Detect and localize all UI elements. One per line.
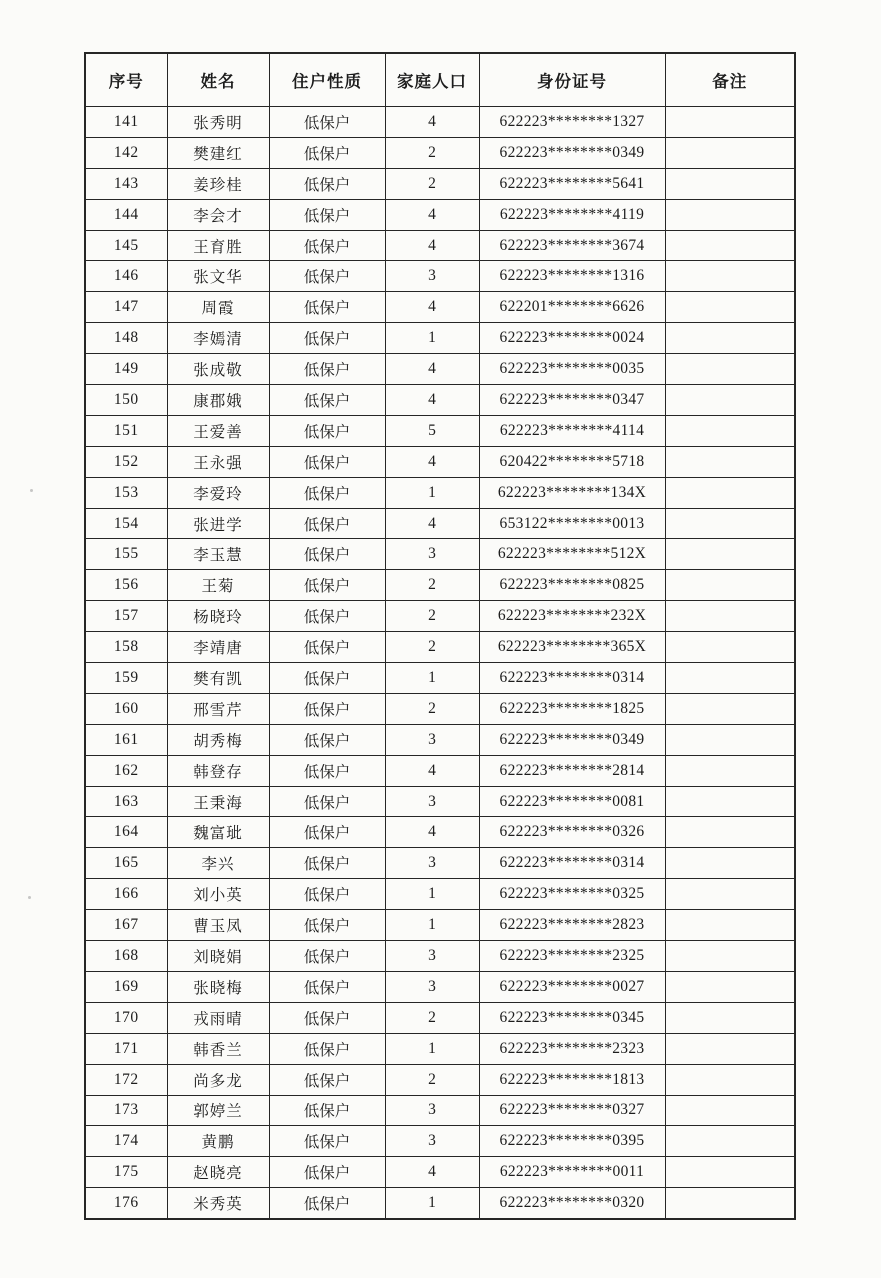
cell-id-number: 622223********1316 [479, 261, 665, 292]
cell-id-number: 622223********0825 [479, 570, 665, 601]
table-row [85, 446, 795, 477]
cell-note [665, 570, 795, 601]
table-row [85, 261, 795, 292]
cell-type: 低保户 [269, 786, 385, 817]
table-row [85, 230, 795, 261]
cell-type: 低保户 [269, 168, 385, 199]
cell-type: 低保户 [269, 971, 385, 1002]
cell-note [665, 817, 795, 848]
table-row [85, 570, 795, 601]
cell-type: 低保户 [269, 755, 385, 786]
cell-name: 樊有凯 [167, 663, 269, 694]
cell-no: 145 [85, 230, 167, 261]
cell-type: 低保户 [269, 199, 385, 230]
cell-name: 王育胜 [167, 230, 269, 261]
table-row [85, 1064, 795, 1095]
cell-type: 低保户 [269, 1157, 385, 1188]
table-row [85, 1126, 795, 1157]
cell-no: 162 [85, 755, 167, 786]
cell-family: 3 [385, 786, 479, 817]
cell-no: 165 [85, 848, 167, 879]
cell-name: 王秉海 [167, 786, 269, 817]
cell-no: 172 [85, 1064, 167, 1095]
cell-family: 3 [385, 1095, 479, 1126]
cell-type: 低保户 [269, 415, 385, 446]
table-row [85, 910, 795, 941]
cell-id-number: 622223********0325 [479, 879, 665, 910]
table-row [85, 107, 795, 138]
cell-family: 2 [385, 1002, 479, 1033]
cell-no: 163 [85, 786, 167, 817]
cell-name: 李兴 [167, 848, 269, 879]
cell-id-number: 622223********0349 [479, 137, 665, 168]
cell-type: 低保户 [269, 601, 385, 632]
table-row [85, 1033, 795, 1064]
cell-no: 142 [85, 137, 167, 168]
cell-type: 低保户 [269, 848, 385, 879]
table-row [85, 354, 795, 385]
cell-no: 168 [85, 941, 167, 972]
cell-no: 159 [85, 663, 167, 694]
header-row [85, 53, 795, 107]
cell-type: 低保户 [269, 508, 385, 539]
table-row [85, 137, 795, 168]
cell-id-number: 622201********6626 [479, 292, 665, 323]
cell-id-number: 622223********1813 [479, 1064, 665, 1095]
table-row [85, 323, 795, 354]
cell-name: 韩登存 [167, 755, 269, 786]
cell-family: 2 [385, 570, 479, 601]
scan-speckle [28, 896, 31, 899]
cell-no: 169 [85, 971, 167, 1002]
cell-name: 韩香兰 [167, 1033, 269, 1064]
table-row [85, 632, 795, 663]
cell-id-number: 622223********2323 [479, 1033, 665, 1064]
cell-no: 143 [85, 168, 167, 199]
cell-note [665, 292, 795, 323]
cell-id-number: 622223********0345 [479, 1002, 665, 1033]
cell-id-number: 622223********2325 [479, 941, 665, 972]
cell-family: 3 [385, 261, 479, 292]
cell-family: 2 [385, 168, 479, 199]
cell-note [665, 910, 795, 941]
cell-no: 166 [85, 879, 167, 910]
cell-family: 1 [385, 879, 479, 910]
cell-no: 152 [85, 446, 167, 477]
cell-name: 李玉慧 [167, 539, 269, 570]
cell-name: 米秀英 [167, 1188, 269, 1219]
cell-no: 150 [85, 385, 167, 416]
cell-name: 郭婷兰 [167, 1095, 269, 1126]
cell-type: 低保户 [269, 570, 385, 601]
cell-type: 低保户 [269, 632, 385, 663]
cell-id-number: 653122********0013 [479, 508, 665, 539]
table-row [85, 817, 795, 848]
cell-name: 魏富玼 [167, 817, 269, 848]
cell-name: 刘晓娟 [167, 941, 269, 972]
header-note: 备注 [665, 53, 795, 107]
header-name: 姓名 [167, 53, 269, 107]
cell-family: 4 [385, 385, 479, 416]
cell-note [665, 1126, 795, 1157]
cell-no: 154 [85, 508, 167, 539]
cell-note [665, 354, 795, 385]
cell-name: 康郡娥 [167, 385, 269, 416]
cell-name: 王永强 [167, 446, 269, 477]
cell-family: 4 [385, 1157, 479, 1188]
cell-family: 1 [385, 1033, 479, 1064]
cell-type: 低保户 [269, 817, 385, 848]
welfare-roster-table [84, 52, 796, 1220]
cell-name: 黄鹏 [167, 1126, 269, 1157]
cell-no: 147 [85, 292, 167, 323]
table-row [85, 199, 795, 230]
cell-type: 低保户 [269, 477, 385, 508]
cell-id-number: 622223********0320 [479, 1188, 665, 1219]
header-family: 家庭人口 [385, 53, 479, 107]
cell-type: 低保户 [269, 1126, 385, 1157]
cell-name: 曹玉凤 [167, 910, 269, 941]
cell-note [665, 107, 795, 138]
cell-no: 156 [85, 570, 167, 601]
cell-family: 4 [385, 199, 479, 230]
cell-no: 164 [85, 817, 167, 848]
cell-id-number: 622223********365X [479, 632, 665, 663]
cell-note [665, 168, 795, 199]
cell-id-number: 622223********5641 [479, 168, 665, 199]
cell-family: 1 [385, 663, 479, 694]
cell-note [665, 786, 795, 817]
table-row [85, 693, 795, 724]
cell-type: 低保户 [269, 1002, 385, 1033]
cell-family: 3 [385, 724, 479, 755]
cell-type: 低保户 [269, 1033, 385, 1064]
cell-family: 4 [385, 508, 479, 539]
cell-family: 4 [385, 107, 479, 138]
cell-family: 1 [385, 323, 479, 354]
table-row [85, 415, 795, 446]
cell-no: 151 [85, 415, 167, 446]
cell-type: 低保户 [269, 663, 385, 694]
cell-family: 4 [385, 354, 479, 385]
cell-name: 赵晓亮 [167, 1157, 269, 1188]
table-row [85, 292, 795, 323]
cell-note [665, 941, 795, 972]
cell-note [665, 261, 795, 292]
header-no: 序号 [85, 53, 167, 107]
cell-note [665, 879, 795, 910]
cell-name: 张晓梅 [167, 971, 269, 1002]
cell-name: 姜珍桂 [167, 168, 269, 199]
cell-type: 低保户 [269, 941, 385, 972]
cell-type: 低保户 [269, 446, 385, 477]
cell-family: 2 [385, 137, 479, 168]
cell-id-number: 622223********0327 [479, 1095, 665, 1126]
cell-id-number: 622223********4114 [479, 415, 665, 446]
cell-id-number: 622223********3674 [479, 230, 665, 261]
table-row [85, 601, 795, 632]
cell-name: 樊建红 [167, 137, 269, 168]
cell-type: 低保户 [269, 724, 385, 755]
cell-note [665, 230, 795, 261]
cell-note [665, 415, 795, 446]
table-row [85, 663, 795, 694]
cell-note [665, 1002, 795, 1033]
cell-name: 李靖唐 [167, 632, 269, 663]
cell-name: 李嫣清 [167, 323, 269, 354]
cell-id-number: 622223********0314 [479, 848, 665, 879]
cell-note [665, 848, 795, 879]
cell-id-number: 622223********0011 [479, 1157, 665, 1188]
cell-no: 157 [85, 601, 167, 632]
table-row [85, 786, 795, 817]
cell-note [665, 693, 795, 724]
cell-name: 王爱善 [167, 415, 269, 446]
cell-type: 低保户 [269, 693, 385, 724]
cell-family: 1 [385, 477, 479, 508]
cell-id-number: 622223********0027 [479, 971, 665, 1002]
cell-note [665, 601, 795, 632]
cell-no: 174 [85, 1126, 167, 1157]
cell-no: 148 [85, 323, 167, 354]
cell-name: 尚多龙 [167, 1064, 269, 1095]
cell-family: 5 [385, 415, 479, 446]
cell-no: 141 [85, 107, 167, 138]
cell-type: 低保户 [269, 539, 385, 570]
cell-family: 4 [385, 446, 479, 477]
cell-note [665, 539, 795, 570]
cell-name: 戎雨晴 [167, 1002, 269, 1033]
table-row [85, 848, 795, 879]
table-row [85, 755, 795, 786]
cell-no: 161 [85, 724, 167, 755]
cell-type: 低保户 [269, 230, 385, 261]
cell-family: 2 [385, 693, 479, 724]
cell-name: 李爱玲 [167, 477, 269, 508]
header-id-number: 身份证号 [479, 53, 665, 107]
cell-type: 低保户 [269, 354, 385, 385]
cell-note [665, 446, 795, 477]
cell-name: 张秀明 [167, 107, 269, 138]
cell-name: 邢雪芹 [167, 693, 269, 724]
cell-no: 158 [85, 632, 167, 663]
header-type: 住户性质 [269, 53, 385, 107]
table-row [85, 539, 795, 570]
table-row [85, 941, 795, 972]
cell-family: 3 [385, 941, 479, 972]
cell-id-number: 622223********0347 [479, 385, 665, 416]
table-row [85, 1002, 795, 1033]
cell-name: 张文华 [167, 261, 269, 292]
cell-no: 144 [85, 199, 167, 230]
cell-name: 张成敬 [167, 354, 269, 385]
table-row [85, 1188, 795, 1219]
cell-id-number: 622223********1327 [479, 107, 665, 138]
cell-family: 3 [385, 1126, 479, 1157]
cell-name: 刘小英 [167, 879, 269, 910]
table-row [85, 879, 795, 910]
cell-id-number: 622223********0326 [479, 817, 665, 848]
cell-id-number: 622223********134X [479, 477, 665, 508]
cell-note [665, 1157, 795, 1188]
cell-no: 149 [85, 354, 167, 385]
cell-family: 4 [385, 755, 479, 786]
table-row [85, 477, 795, 508]
cell-id-number: 622223********0024 [479, 323, 665, 354]
table-row [85, 508, 795, 539]
table-row [85, 971, 795, 1002]
cell-no: 146 [85, 261, 167, 292]
cell-note [665, 477, 795, 508]
cell-no: 170 [85, 1002, 167, 1033]
cell-note [665, 385, 795, 416]
cell-family: 1 [385, 1188, 479, 1219]
cell-id-number: 622223********232X [479, 601, 665, 632]
cell-family: 2 [385, 1064, 479, 1095]
cell-id-number: 622223********2823 [479, 910, 665, 941]
cell-name: 张进学 [167, 508, 269, 539]
cell-type: 低保户 [269, 261, 385, 292]
cell-note [665, 1064, 795, 1095]
cell-type: 低保户 [269, 1188, 385, 1219]
cell-note [665, 323, 795, 354]
cell-family: 3 [385, 539, 479, 570]
cell-note [665, 724, 795, 755]
cell-no: 171 [85, 1033, 167, 1064]
cell-id-number: 622223********512X [479, 539, 665, 570]
cell-type: 低保户 [269, 879, 385, 910]
cell-id-number: 620422********5718 [479, 446, 665, 477]
cell-name: 杨晓玲 [167, 601, 269, 632]
cell-note [665, 1095, 795, 1126]
cell-id-number: 622223********2814 [479, 755, 665, 786]
cell-type: 低保户 [269, 1064, 385, 1095]
cell-id-number: 622223********4119 [479, 199, 665, 230]
cell-id-number: 622223********0395 [479, 1126, 665, 1157]
cell-note [665, 137, 795, 168]
cell-family: 3 [385, 971, 479, 1002]
cell-name: 王菊 [167, 570, 269, 601]
cell-no: 153 [85, 477, 167, 508]
cell-type: 低保户 [269, 910, 385, 941]
table-row [85, 385, 795, 416]
cell-family: 4 [385, 292, 479, 323]
cell-no: 176 [85, 1188, 167, 1219]
cell-note [665, 199, 795, 230]
cell-type: 低保户 [269, 292, 385, 323]
cell-id-number: 622223********0349 [479, 724, 665, 755]
cell-type: 低保户 [269, 1095, 385, 1126]
cell-type: 低保户 [269, 107, 385, 138]
table-body [85, 107, 795, 1220]
cell-id-number: 622223********0035 [479, 354, 665, 385]
cell-id-number: 622223********1825 [479, 693, 665, 724]
cell-no: 155 [85, 539, 167, 570]
cell-type: 低保户 [269, 385, 385, 416]
cell-name: 周霞 [167, 292, 269, 323]
table-row [85, 168, 795, 199]
cell-family: 3 [385, 848, 479, 879]
cell-no: 173 [85, 1095, 167, 1126]
cell-id-number: 622223********0314 [479, 663, 665, 694]
cell-no: 160 [85, 693, 167, 724]
cell-name: 胡秀梅 [167, 724, 269, 755]
cell-no: 175 [85, 1157, 167, 1188]
table-row [85, 724, 795, 755]
cell-note [665, 1188, 795, 1219]
cell-note [665, 632, 795, 663]
cell-note [665, 663, 795, 694]
cell-note [665, 755, 795, 786]
table-row [85, 1095, 795, 1126]
cell-note [665, 1033, 795, 1064]
cell-type: 低保户 [269, 323, 385, 354]
cell-family: 4 [385, 817, 479, 848]
cell-name: 李会才 [167, 199, 269, 230]
cell-family: 2 [385, 601, 479, 632]
cell-family: 1 [385, 910, 479, 941]
cell-note [665, 508, 795, 539]
cell-type: 低保户 [269, 137, 385, 168]
cell-note [665, 971, 795, 1002]
scan-speckle [30, 489, 33, 492]
table-row [85, 1157, 795, 1188]
cell-family: 2 [385, 632, 479, 663]
cell-no: 167 [85, 910, 167, 941]
cell-id-number: 622223********0081 [479, 786, 665, 817]
cell-family: 4 [385, 230, 479, 261]
